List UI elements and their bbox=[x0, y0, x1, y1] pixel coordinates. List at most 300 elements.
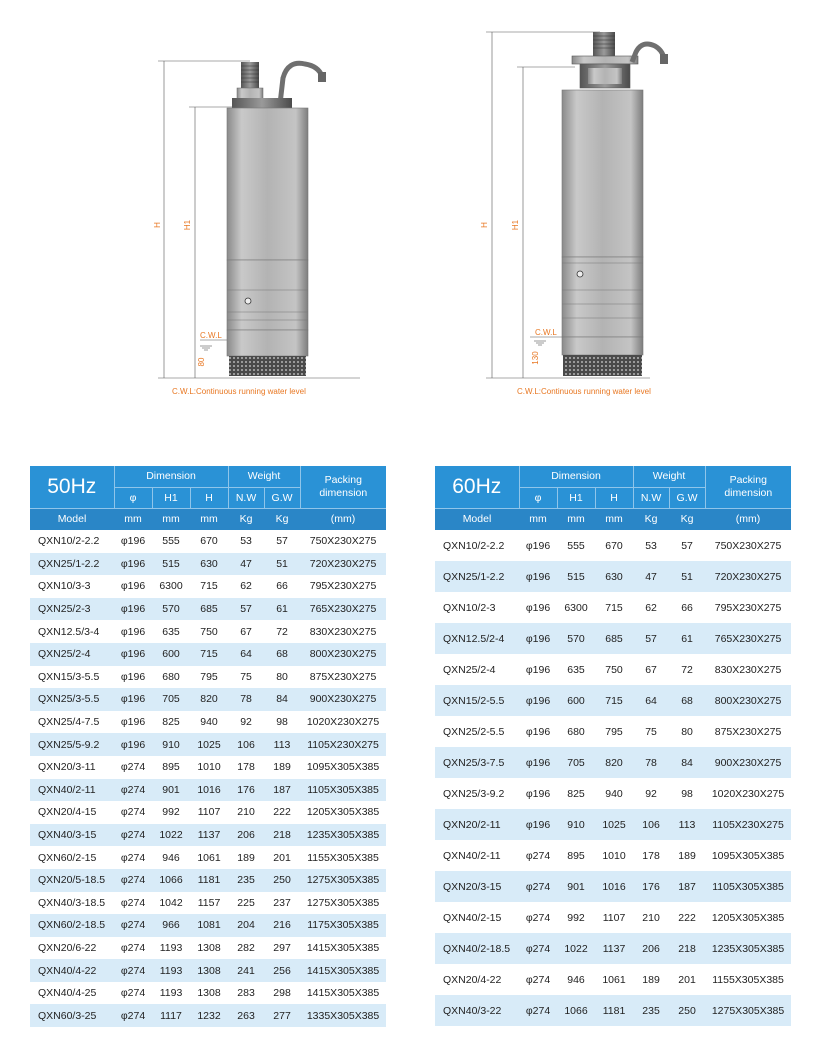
diameter-cell: φ196 bbox=[114, 598, 152, 621]
table-row bbox=[435, 902, 791, 933]
table-row bbox=[30, 666, 386, 689]
nw-cell: 67 bbox=[228, 620, 264, 643]
col-phi: φ bbox=[114, 487, 152, 508]
nw-cell: 235 bbox=[633, 995, 669, 1026]
packing-cell: 1415X305X385 bbox=[300, 982, 386, 1005]
packing-cell: 1095X305X385 bbox=[705, 840, 791, 871]
h-cell: 1308 bbox=[190, 937, 228, 960]
col-h: H bbox=[190, 487, 228, 508]
h-cell: 940 bbox=[190, 711, 228, 734]
nw-cell: 176 bbox=[228, 779, 264, 802]
diameter-cell: φ274 bbox=[114, 869, 152, 892]
diameter-cell: φ196 bbox=[519, 716, 557, 747]
diameter-cell: φ274 bbox=[519, 840, 557, 871]
packing-cell: 900X230X275 bbox=[705, 747, 791, 778]
model-cell: QXN40/3-22 bbox=[435, 995, 519, 1026]
col-phi: φ bbox=[519, 487, 557, 508]
h1-cell: 600 bbox=[152, 643, 190, 666]
table-row bbox=[30, 643, 386, 666]
unit-mm: (mm) bbox=[300, 508, 386, 530]
diameter-cell: φ274 bbox=[519, 902, 557, 933]
h-cell: 1016 bbox=[595, 871, 633, 902]
gw-cell: 250 bbox=[264, 869, 300, 892]
table-row bbox=[435, 871, 791, 902]
table-row bbox=[30, 711, 386, 734]
gw-cell: 68 bbox=[264, 643, 300, 666]
h1-cell: 680 bbox=[152, 666, 190, 689]
col-model: Model bbox=[435, 508, 519, 530]
cwl-caption: C.W.L:Continuous running water level bbox=[172, 387, 306, 396]
unit-mm: mm bbox=[557, 508, 595, 530]
h-cell: 1061 bbox=[595, 964, 633, 995]
diameter-cell: φ196 bbox=[114, 530, 152, 553]
gw-cell: 98 bbox=[669, 778, 705, 809]
h1-cell: 570 bbox=[557, 623, 595, 654]
model-cell: QXN40/2-18.5 bbox=[435, 933, 519, 964]
h-cell: 1157 bbox=[190, 892, 228, 915]
h1-cell: 946 bbox=[152, 846, 190, 869]
pump-body bbox=[227, 108, 308, 260]
h-cell: 795 bbox=[190, 666, 228, 689]
frequency-title: 50Hz bbox=[30, 466, 114, 508]
table-row bbox=[30, 937, 386, 960]
packing-cell: 1105X305X385 bbox=[705, 871, 791, 902]
diameter-cell: φ274 bbox=[114, 937, 152, 960]
h1-cell: 1193 bbox=[152, 959, 190, 982]
table-row bbox=[30, 620, 386, 643]
packing-cell: 1105X230X275 bbox=[300, 733, 386, 756]
h-cell: 670 bbox=[595, 530, 633, 561]
model-cell: QXN25/4-7.5 bbox=[30, 711, 114, 734]
model-cell: QXN60/2-18.5 bbox=[30, 914, 114, 937]
cwl-label: C.W.L bbox=[200, 331, 222, 340]
unit-mm: mm bbox=[152, 508, 190, 530]
table-row bbox=[30, 869, 386, 892]
unit-mm: mm bbox=[190, 508, 228, 530]
diameter-cell: φ196 bbox=[519, 747, 557, 778]
nw-cell: 47 bbox=[228, 553, 264, 576]
packing-cell: 795X230X275 bbox=[300, 575, 386, 598]
gw-cell: 222 bbox=[669, 902, 705, 933]
table-row bbox=[435, 592, 791, 623]
diameter-cell: φ274 bbox=[519, 933, 557, 964]
dim-h1-label: H1 bbox=[183, 219, 192, 231]
cwl-caption: C.W.L:Continuous running water level bbox=[517, 387, 651, 396]
unit-mm: mm bbox=[595, 508, 633, 530]
packing-cell: 1235X305X385 bbox=[300, 824, 386, 847]
nw-cell: 210 bbox=[633, 902, 669, 933]
gw-cell: 298 bbox=[264, 982, 300, 1005]
diameter-cell: φ274 bbox=[114, 756, 152, 779]
diameter-cell: φ274 bbox=[519, 964, 557, 995]
nw-cell: 62 bbox=[633, 592, 669, 623]
nw-cell: 92 bbox=[633, 778, 669, 809]
h-cell: 1308 bbox=[190, 959, 228, 982]
h1-cell: 1066 bbox=[557, 995, 595, 1026]
diameter-cell: φ196 bbox=[519, 778, 557, 809]
model-cell: QXN20/5-18.5 bbox=[30, 869, 114, 892]
diameter-cell: φ196 bbox=[519, 623, 557, 654]
gw-cell: 80 bbox=[669, 716, 705, 747]
model-cell: QXN20/3-11 bbox=[30, 756, 114, 779]
packing-cell: 750X230X275 bbox=[705, 530, 791, 561]
packing-cell: 1155X305X385 bbox=[300, 846, 386, 869]
gw-cell: 187 bbox=[669, 871, 705, 902]
table-row bbox=[30, 598, 386, 621]
diameter-cell: φ196 bbox=[114, 688, 152, 711]
h1-cell: 635 bbox=[557, 654, 595, 685]
h1-cell: 515 bbox=[557, 561, 595, 592]
h1-cell: 705 bbox=[152, 688, 190, 711]
h-cell: 1181 bbox=[190, 869, 228, 892]
h-cell: 685 bbox=[595, 623, 633, 654]
h1-cell: 895 bbox=[557, 840, 595, 871]
table-row bbox=[435, 530, 791, 561]
col-nw: N.W bbox=[633, 487, 669, 508]
h1-cell: 1022 bbox=[152, 824, 190, 847]
table-row bbox=[435, 778, 791, 809]
nw-cell: 47 bbox=[633, 561, 669, 592]
h1-cell: 705 bbox=[557, 747, 595, 778]
model-cell: QXN10/2-2.2 bbox=[30, 530, 114, 553]
packing-cell: 875X230X275 bbox=[300, 666, 386, 689]
table-body bbox=[435, 530, 791, 1026]
pump-intake-mesh bbox=[563, 355, 642, 376]
diameter-cell: φ196 bbox=[519, 530, 557, 561]
table-row bbox=[435, 685, 791, 716]
packing-cell: 1415X305X385 bbox=[300, 937, 386, 960]
table-row bbox=[30, 733, 386, 756]
nw-cell: 204 bbox=[228, 914, 264, 937]
diameter-cell: φ196 bbox=[519, 592, 557, 623]
table-body bbox=[30, 530, 386, 1027]
h-cell: 1025 bbox=[190, 733, 228, 756]
model-cell: QXN20/3-15 bbox=[435, 871, 519, 902]
gw-cell: 66 bbox=[264, 575, 300, 598]
nw-cell: 206 bbox=[228, 824, 264, 847]
gw-cell: 237 bbox=[264, 892, 300, 915]
model-cell: QXN40/2-15 bbox=[435, 902, 519, 933]
unit-kg: Kg bbox=[228, 508, 264, 530]
gw-cell: 113 bbox=[669, 809, 705, 840]
model-cell: QXN15/3-5.5 bbox=[30, 666, 114, 689]
h-cell: 1010 bbox=[190, 756, 228, 779]
diameter-cell: φ274 bbox=[114, 914, 152, 937]
gw-cell: 189 bbox=[669, 840, 705, 871]
model-cell: QXN40/4-22 bbox=[30, 959, 114, 982]
dim-h-label: H bbox=[480, 222, 489, 228]
table-row bbox=[435, 716, 791, 747]
packing-cell: 1105X230X275 bbox=[705, 809, 791, 840]
diameter-cell: φ274 bbox=[114, 892, 152, 915]
diameter-cell: φ196 bbox=[114, 643, 152, 666]
diameter-cell: φ274 bbox=[519, 871, 557, 902]
h1-cell: 895 bbox=[152, 756, 190, 779]
h-cell: 670 bbox=[190, 530, 228, 553]
unit-mm: mm bbox=[114, 508, 152, 530]
model-cell: QXN20/4-15 bbox=[30, 801, 114, 824]
dim-h-label: H bbox=[153, 222, 162, 228]
packing-header: Packing dimension bbox=[705, 466, 791, 508]
h1-cell: 1066 bbox=[152, 869, 190, 892]
packing-cell: 1105X305X385 bbox=[300, 779, 386, 802]
unit-kg: Kg bbox=[669, 508, 705, 530]
h1-cell: 901 bbox=[152, 779, 190, 802]
packing-cell: 1415X305X385 bbox=[300, 959, 386, 982]
model-cell: QXN25/3-5.5 bbox=[30, 688, 114, 711]
gw-cell: 216 bbox=[264, 914, 300, 937]
packing-cell: 750X230X275 bbox=[300, 530, 386, 553]
h-cell: 715 bbox=[190, 575, 228, 598]
model-cell: QXN40/2-11 bbox=[30, 779, 114, 802]
h-cell: 1016 bbox=[190, 779, 228, 802]
table-row bbox=[435, 747, 791, 778]
h-cell: 685 bbox=[190, 598, 228, 621]
nw-cell: 189 bbox=[633, 964, 669, 995]
pump-body bbox=[562, 90, 643, 257]
dimension-header: Dimension bbox=[519, 466, 633, 487]
packing-cell: 1335X305X385 bbox=[300, 1004, 386, 1027]
frequency-title: 60Hz bbox=[435, 466, 519, 508]
col-h1: H1 bbox=[152, 487, 190, 508]
nw-cell: 235 bbox=[228, 869, 264, 892]
nw-cell: 57 bbox=[633, 623, 669, 654]
model-cell: QXN25/1-2.2 bbox=[30, 553, 114, 576]
nw-cell: 176 bbox=[633, 871, 669, 902]
gw-cell: 98 bbox=[264, 711, 300, 734]
model-cell: QXN15/2-5.5 bbox=[435, 685, 519, 716]
nw-cell: 78 bbox=[633, 747, 669, 778]
diameter-cell: φ274 bbox=[114, 1004, 152, 1027]
h1-cell: 992 bbox=[557, 902, 595, 933]
h-cell: 820 bbox=[595, 747, 633, 778]
diameter-cell: φ274 bbox=[114, 824, 152, 847]
table-row bbox=[30, 982, 386, 1005]
model-cell: QXN20/2-11 bbox=[435, 809, 519, 840]
packing-cell: 1275X305X385 bbox=[300, 869, 386, 892]
packing-cell: 1235X305X385 bbox=[705, 933, 791, 964]
model-cell: QXN10/3-3 bbox=[30, 575, 114, 598]
h1-cell: 966 bbox=[152, 914, 190, 937]
gw-cell: 72 bbox=[264, 620, 300, 643]
packing-cell: 720X230X275 bbox=[705, 561, 791, 592]
spec-table-60hz bbox=[435, 466, 791, 1026]
table-row bbox=[435, 840, 791, 871]
h1-cell: 825 bbox=[152, 711, 190, 734]
table-row bbox=[30, 779, 386, 802]
col-gw: G.W bbox=[264, 487, 300, 508]
h-cell: 1061 bbox=[190, 846, 228, 869]
col-gw: G.W bbox=[669, 487, 705, 508]
pump-outlet bbox=[572, 32, 638, 88]
weight-header: Weight bbox=[228, 466, 300, 487]
nw-cell: 64 bbox=[228, 643, 264, 666]
packing-cell: 1020X230X275 bbox=[705, 778, 791, 809]
h-cell: 1081 bbox=[190, 914, 228, 937]
nw-cell: 53 bbox=[228, 530, 264, 553]
table-row bbox=[435, 809, 791, 840]
table-row bbox=[30, 824, 386, 847]
diameter-cell: φ196 bbox=[114, 575, 152, 598]
h-cell: 750 bbox=[190, 620, 228, 643]
table-row bbox=[435, 561, 791, 592]
model-cell: QXN40/3-18.5 bbox=[30, 892, 114, 915]
h1-cell: 1022 bbox=[557, 933, 595, 964]
unit-kg: Kg bbox=[633, 508, 669, 530]
h1-cell: 910 bbox=[557, 809, 595, 840]
pump-outlet bbox=[237, 62, 263, 100]
diameter-cell: φ196 bbox=[114, 733, 152, 756]
diameter-cell: φ274 bbox=[114, 779, 152, 802]
packing-cell: 1095X305X385 bbox=[300, 756, 386, 779]
nw-cell: 106 bbox=[228, 733, 264, 756]
packing-cell: 900X230X275 bbox=[300, 688, 386, 711]
table-row bbox=[30, 801, 386, 824]
h-cell: 750 bbox=[595, 654, 633, 685]
nw-cell: 78 bbox=[228, 688, 264, 711]
unit-kg: Kg bbox=[264, 508, 300, 530]
pump-handle bbox=[280, 63, 322, 104]
nw-cell: 206 bbox=[633, 933, 669, 964]
nw-cell: 263 bbox=[228, 1004, 264, 1027]
h-cell: 1107 bbox=[190, 801, 228, 824]
model-cell: QXN10/2-2.2 bbox=[435, 530, 519, 561]
nw-cell: 210 bbox=[228, 801, 264, 824]
col-model: Model bbox=[30, 508, 114, 530]
diameter-cell: φ196 bbox=[519, 654, 557, 685]
model-cell: QXN10/2-3 bbox=[435, 592, 519, 623]
nw-cell: 67 bbox=[633, 654, 669, 685]
nw-cell: 64 bbox=[633, 685, 669, 716]
gw-cell: 201 bbox=[669, 964, 705, 995]
pump-drawing-274 bbox=[480, 32, 668, 378]
model-cell: QXN25/1-2.2 bbox=[435, 561, 519, 592]
nw-cell: 178 bbox=[633, 840, 669, 871]
h1-cell: 901 bbox=[557, 871, 595, 902]
packing-cell: 765X230X275 bbox=[705, 623, 791, 654]
h1-cell: 946 bbox=[557, 964, 595, 995]
h-cell: 715 bbox=[190, 643, 228, 666]
h1-cell: 600 bbox=[557, 685, 595, 716]
gw-cell: 256 bbox=[264, 959, 300, 982]
diameter-cell: φ196 bbox=[519, 685, 557, 716]
h-cell: 715 bbox=[595, 592, 633, 623]
gw-cell: 84 bbox=[669, 747, 705, 778]
gw-cell: 189 bbox=[264, 756, 300, 779]
h-cell: 1137 bbox=[190, 824, 228, 847]
h1-cell: 6300 bbox=[557, 592, 595, 623]
table-row bbox=[30, 959, 386, 982]
nw-cell: 92 bbox=[228, 711, 264, 734]
table-row bbox=[30, 756, 386, 779]
pump-drawing-196 bbox=[153, 61, 360, 378]
table-row bbox=[30, 530, 386, 553]
table-row bbox=[435, 654, 791, 685]
nw-cell: 189 bbox=[228, 846, 264, 869]
gw-cell: 218 bbox=[264, 824, 300, 847]
model-cell: QXN25/5-9.2 bbox=[30, 733, 114, 756]
h-cell: 820 bbox=[190, 688, 228, 711]
model-cell: QXN25/3-9.2 bbox=[435, 778, 519, 809]
packing-header: Packing dimension bbox=[300, 466, 386, 508]
diameter-cell: φ196 bbox=[114, 666, 152, 689]
nw-cell: 283 bbox=[228, 982, 264, 1005]
model-cell: QXN25/2-4 bbox=[30, 643, 114, 666]
nw-cell: 178 bbox=[228, 756, 264, 779]
packing-cell: 1205X305X385 bbox=[705, 902, 791, 933]
diameter-cell: φ274 bbox=[114, 959, 152, 982]
diameter-cell: φ274 bbox=[519, 995, 557, 1026]
unit-mm: (mm) bbox=[705, 508, 791, 530]
cwl-label: C.W.L bbox=[535, 328, 557, 337]
table-row bbox=[30, 575, 386, 598]
table-row bbox=[30, 688, 386, 711]
gw-cell: 57 bbox=[264, 530, 300, 553]
gw-cell: 113 bbox=[264, 733, 300, 756]
gw-cell: 218 bbox=[669, 933, 705, 964]
h1-cell: 6300 bbox=[152, 575, 190, 598]
model-cell: QXN40/3-15 bbox=[30, 824, 114, 847]
packing-cell: 800X230X275 bbox=[705, 685, 791, 716]
h1-cell: 1042 bbox=[152, 892, 190, 915]
gw-cell: 51 bbox=[669, 561, 705, 592]
nw-cell: 75 bbox=[633, 716, 669, 747]
model-cell: QXN25/2-3 bbox=[30, 598, 114, 621]
h-cell: 630 bbox=[190, 553, 228, 576]
model-cell: QXN60/2-15 bbox=[30, 846, 114, 869]
gw-cell: 66 bbox=[669, 592, 705, 623]
dim-bottom-label: 80 bbox=[197, 357, 206, 367]
model-cell: QXN25/3-7.5 bbox=[435, 747, 519, 778]
diameter-cell: φ274 bbox=[114, 801, 152, 824]
h-cell: 1181 bbox=[595, 995, 633, 1026]
packing-cell: 1275X305X385 bbox=[705, 995, 791, 1026]
model-cell: QXN40/2-11 bbox=[435, 840, 519, 871]
h-cell: 715 bbox=[595, 685, 633, 716]
h-cell: 1025 bbox=[595, 809, 633, 840]
model-cell: QXN12.5/2-4 bbox=[435, 623, 519, 654]
packing-cell: 875X230X275 bbox=[705, 716, 791, 747]
diameter-cell: φ196 bbox=[114, 553, 152, 576]
gw-cell: 61 bbox=[669, 623, 705, 654]
nw-cell: 282 bbox=[228, 937, 264, 960]
table-row bbox=[435, 964, 791, 995]
table-row bbox=[30, 1004, 386, 1027]
packing-cell: 795X230X275 bbox=[705, 592, 791, 623]
model-cell: QXN40/4-25 bbox=[30, 982, 114, 1005]
gw-cell: 84 bbox=[264, 688, 300, 711]
model-cell: QXN25/2-4 bbox=[435, 654, 519, 685]
h-cell: 940 bbox=[595, 778, 633, 809]
packing-cell: 1205X305X385 bbox=[300, 801, 386, 824]
gw-cell: 187 bbox=[264, 779, 300, 802]
table-row bbox=[435, 933, 791, 964]
h-cell: 795 bbox=[595, 716, 633, 747]
pump-intake-mesh bbox=[229, 356, 306, 376]
weight-header: Weight bbox=[633, 466, 705, 487]
packing-cell: 830X230X275 bbox=[705, 654, 791, 685]
packing-cell: 1020X230X275 bbox=[300, 711, 386, 734]
spec-table-50hz bbox=[30, 466, 386, 1027]
h1-cell: 825 bbox=[557, 778, 595, 809]
h-cell: 1137 bbox=[595, 933, 633, 964]
h1-cell: 570 bbox=[152, 598, 190, 621]
nw-cell: 106 bbox=[633, 809, 669, 840]
nw-cell: 241 bbox=[228, 959, 264, 982]
gw-cell: 201 bbox=[264, 846, 300, 869]
gw-cell: 297 bbox=[264, 937, 300, 960]
gw-cell: 51 bbox=[264, 553, 300, 576]
